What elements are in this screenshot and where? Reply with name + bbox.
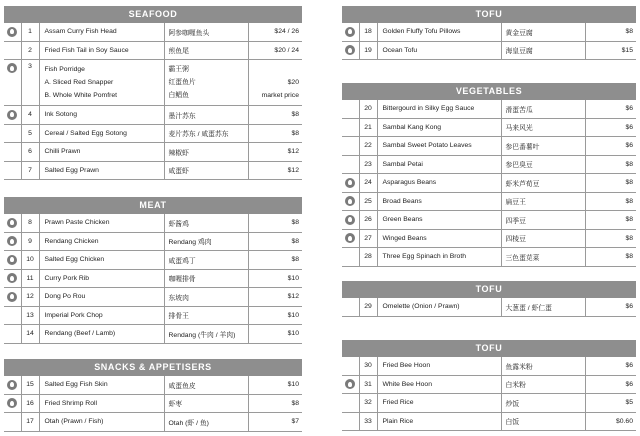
item-name-en: White Bee Hoon bbox=[377, 375, 501, 394]
item-name-cn: 海皇豆腐 bbox=[501, 41, 585, 60]
item-name-en: Omelette (Onion / Prawn) bbox=[377, 298, 501, 316]
item-price: $8 bbox=[625, 179, 633, 187]
item-name-cn: 炒饭 bbox=[501, 394, 585, 413]
item-price: $8 bbox=[625, 160, 633, 168]
item-name-cn: 白饭 bbox=[501, 412, 585, 431]
item-price: $8 bbox=[291, 129, 299, 137]
item-name-en: Fried Bee Hoon bbox=[377, 357, 501, 375]
spicy-cell bbox=[4, 269, 21, 288]
chilli-icon bbox=[345, 379, 355, 389]
spicy-cell bbox=[4, 106, 21, 125]
spicy-cell bbox=[342, 211, 359, 230]
menu-item-row bbox=[4, 60, 302, 106]
item-number: 6 bbox=[21, 143, 39, 162]
section-title: TOFU bbox=[342, 6, 636, 23]
item-name-line: B. Whole White Pomfret bbox=[44, 92, 118, 99]
item-number: 2 bbox=[21, 41, 39, 60]
item-name-cn: Otah (虾 / 鱼) bbox=[164, 413, 248, 432]
item-number: 26 bbox=[359, 211, 377, 230]
menu-item-row bbox=[4, 269, 302, 288]
item-number: 13 bbox=[21, 306, 39, 325]
item-name-en: Fried Rice bbox=[377, 394, 501, 413]
item-name-cn: 咸蛋鸡丁 bbox=[164, 251, 248, 270]
item-name-cn: 咸蛋虾 bbox=[164, 161, 248, 180]
spicy-cell bbox=[342, 100, 359, 118]
item-number: 7 bbox=[21, 161, 39, 180]
item-number: 23 bbox=[359, 155, 377, 174]
chilli-icon bbox=[7, 273, 17, 283]
item-number: 10 bbox=[21, 251, 39, 270]
spicy-cell bbox=[342, 137, 359, 156]
item-name-cn: 麦片苏东 / 咸蛋苏东 bbox=[164, 124, 248, 143]
chilli-icon bbox=[345, 178, 355, 188]
item-name-en: Three Egg Spinach in Broth bbox=[377, 248, 501, 267]
item-number: 20 bbox=[359, 100, 377, 118]
menu-item-row bbox=[4, 288, 302, 307]
menu-item-row bbox=[342, 412, 636, 431]
item-name-cn: 东坡肉 bbox=[164, 288, 248, 307]
chilli-icon bbox=[7, 218, 17, 228]
item-name-cn: 阿参咖喱鱼头 bbox=[164, 23, 248, 41]
item-name-en: Sambal Kang Kong bbox=[377, 118, 501, 137]
item-name-en: Chilli Prawn bbox=[39, 143, 164, 162]
chilli-icon bbox=[345, 45, 355, 55]
item-name-en: Salted Egg Prawn bbox=[39, 161, 164, 180]
item-number: 19 bbox=[359, 41, 377, 60]
chilli-icon bbox=[7, 380, 17, 390]
item-name-cn-line: 白鲳鱼 bbox=[168, 92, 189, 99]
item-number: 22 bbox=[359, 137, 377, 156]
spicy-cell bbox=[4, 124, 21, 143]
spicy-cell bbox=[4, 413, 21, 432]
menu-item-row bbox=[4, 325, 302, 344]
spicy-cell bbox=[4, 41, 21, 60]
item-number: 4 bbox=[21, 106, 39, 125]
item-name-en: Salted Egg Chicken bbox=[39, 251, 164, 270]
spicy-cell bbox=[4, 214, 21, 232]
item-number: 5 bbox=[21, 124, 39, 143]
item-price: $8 bbox=[625, 234, 633, 242]
item-name-cn: Rendang (牛肉 / 羊肉) bbox=[164, 325, 248, 344]
menu-item-row bbox=[4, 306, 302, 325]
menu-item-row bbox=[342, 229, 636, 248]
spicy-cell bbox=[342, 248, 359, 267]
item-number: 3 bbox=[21, 60, 39, 106]
menu-section bbox=[4, 359, 302, 432]
item-name-en: Prawn Paste Chicken bbox=[39, 214, 164, 232]
item-name-en: Rendang Chicken bbox=[39, 232, 164, 251]
item-name-cn: 排骨王 bbox=[164, 306, 248, 325]
item-name-en: Otah (Prawn / Fish) bbox=[39, 413, 164, 432]
menu-item-row bbox=[342, 298, 636, 316]
item-price-line bbox=[249, 63, 300, 76]
item-name-en: Broad Beans bbox=[377, 192, 501, 211]
item-price: $8 bbox=[291, 219, 299, 227]
chilli-icon bbox=[345, 215, 355, 225]
item-price-line: market price bbox=[261, 92, 299, 99]
item-name-en: Ocean Tofu bbox=[377, 41, 501, 60]
item-price: $12 bbox=[287, 148, 299, 156]
item-price: $0.60 bbox=[615, 417, 633, 425]
spicy-cell bbox=[4, 232, 21, 251]
spicy-cell bbox=[4, 376, 21, 394]
item-price: $6 bbox=[625, 380, 633, 388]
item-number: 24 bbox=[359, 174, 377, 193]
menu-item-row bbox=[4, 232, 302, 251]
chilli-icon bbox=[345, 196, 355, 206]
spicy-cell bbox=[4, 325, 21, 344]
menu-section bbox=[342, 281, 636, 317]
spicy-cell bbox=[342, 394, 359, 413]
item-number: 14 bbox=[21, 325, 39, 344]
item-name-cn-line: 红蛋鱼片 bbox=[168, 79, 196, 86]
item-name-cn: 滑蛋苦瓜 bbox=[501, 100, 585, 118]
chilli-icon bbox=[7, 27, 17, 37]
item-price: $6 bbox=[625, 362, 633, 370]
spicy-cell bbox=[342, 155, 359, 174]
item-name-cn: Rendang 鸡肉 bbox=[164, 232, 248, 251]
item-name-cn: 咸蛋鱼皮 bbox=[164, 376, 248, 394]
section-title: TOFU bbox=[342, 281, 636, 298]
item-name-en: Imperial Pork Chop bbox=[39, 306, 164, 325]
item-price-line: $20 bbox=[287, 79, 299, 86]
item-name-en: Fried Fish Tail in Soy Sauce bbox=[39, 41, 164, 60]
item-name-cn: 虾枣 bbox=[164, 394, 248, 413]
item-price: $8 bbox=[291, 237, 299, 245]
item-price: $10 bbox=[287, 311, 299, 319]
item-name-cn: 煎鱼尾 bbox=[164, 41, 248, 60]
item-number: 31 bbox=[359, 375, 377, 394]
item-name-en: Plain Rice bbox=[377, 412, 501, 431]
item-number: 17 bbox=[21, 413, 39, 432]
item-name-cn: 虾酱鸡 bbox=[164, 214, 248, 232]
menu-item-row bbox=[342, 137, 636, 156]
spicy-cell bbox=[4, 251, 21, 270]
spicy-cell bbox=[342, 41, 359, 60]
item-name-cn: 黄金豆腐 bbox=[501, 23, 585, 41]
spicy-cell bbox=[4, 288, 21, 307]
menu-section bbox=[342, 6, 636, 60]
item-number: 11 bbox=[21, 269, 39, 288]
menu-item-row bbox=[342, 394, 636, 413]
item-name-en: Sambal Sweet Potato Leaves bbox=[377, 137, 501, 156]
item-name-en: Bittergourd in Silky Egg Sauce bbox=[377, 100, 501, 118]
section-title: SEAFOOD bbox=[4, 6, 302, 23]
item-name-en: Sambal Petai bbox=[377, 155, 501, 174]
spicy-cell bbox=[4, 143, 21, 162]
menu-item-row bbox=[342, 23, 636, 41]
item-price: $12 bbox=[287, 293, 299, 301]
menu-section bbox=[342, 340, 636, 431]
spicy-cell bbox=[342, 174, 359, 193]
menu-item-row bbox=[4, 143, 302, 162]
chilli-icon bbox=[7, 398, 17, 408]
menu-item-row bbox=[4, 161, 302, 180]
menu-item-row bbox=[342, 192, 636, 211]
item-price: $6 bbox=[625, 303, 633, 311]
item-price: $8 bbox=[625, 197, 633, 205]
spicy-cell bbox=[342, 118, 359, 137]
item-number: 28 bbox=[359, 248, 377, 267]
item-name-en: Assam Curry Fish Head bbox=[39, 23, 164, 41]
item-number: 15 bbox=[21, 376, 39, 394]
spicy-cell bbox=[4, 394, 21, 413]
menu-item-row bbox=[342, 375, 636, 394]
item-number: 29 bbox=[359, 298, 377, 316]
item-price: $7 bbox=[291, 418, 299, 426]
section-title: SNACKS & APPETISERS bbox=[4, 359, 302, 376]
item-price: $6 bbox=[625, 105, 633, 113]
item-name-cn: 参巴臭豆 bbox=[501, 155, 585, 174]
menu-item-row bbox=[4, 413, 302, 432]
item-number: 32 bbox=[359, 394, 377, 413]
item-price: $8 bbox=[291, 111, 299, 119]
item-name-cn: 白米粉 bbox=[501, 375, 585, 394]
item-name-cn: 四季豆 bbox=[501, 211, 585, 230]
item-name-en: Asparagus Beans bbox=[377, 174, 501, 193]
item-name-cn: 咖喱排骨 bbox=[164, 269, 248, 288]
item-name-cn: 辣椒虾 bbox=[164, 143, 248, 162]
spicy-cell bbox=[342, 412, 359, 431]
item-name-line: A. Sliced Red Snapper bbox=[44, 79, 114, 86]
menu-item-row bbox=[4, 376, 302, 394]
item-name-cn-line: 霸王粥 bbox=[168, 66, 189, 73]
item-number: 18 bbox=[359, 23, 377, 41]
item-price: $10 bbox=[287, 330, 299, 338]
spicy-cell bbox=[342, 298, 359, 316]
item-number: 30 bbox=[359, 357, 377, 375]
item-price: $10 bbox=[287, 274, 299, 282]
menu-item-row bbox=[4, 124, 302, 143]
spicy-cell bbox=[342, 375, 359, 394]
item-price: $8 bbox=[291, 399, 299, 407]
item-number: 8 bbox=[21, 214, 39, 232]
item-price: $5 bbox=[625, 399, 633, 407]
item-name-cn: 三色蛋苋菜 bbox=[501, 248, 585, 267]
item-price bbox=[248, 60, 302, 106]
item-name-en: Ink Sotong bbox=[39, 106, 164, 125]
item-name-cn: 大葱蛋 / 虾仁蛋 bbox=[501, 298, 585, 316]
menu-item-row bbox=[342, 357, 636, 375]
menu-item-row bbox=[342, 41, 636, 60]
chilli-icon bbox=[7, 255, 17, 265]
menu-item-row bbox=[4, 394, 302, 413]
item-number: 1 bbox=[21, 23, 39, 41]
item-price: $8 bbox=[625, 253, 633, 261]
menu-section bbox=[342, 83, 636, 267]
menu-item-row bbox=[4, 23, 302, 41]
item-name-en: Dong Po Rou bbox=[39, 288, 164, 307]
item-price: $8 bbox=[625, 28, 633, 36]
chilli-icon bbox=[345, 233, 355, 243]
item-name-cn: 墨汁苏东 bbox=[164, 106, 248, 125]
item-price: $15 bbox=[621, 46, 633, 54]
section-title: VEGETABLES bbox=[342, 83, 636, 100]
menu-item-row bbox=[342, 155, 636, 174]
menu-item-row bbox=[342, 100, 636, 118]
item-name-en: Cereal / Salted Egg Sotong bbox=[39, 124, 164, 143]
item-name-cn bbox=[164, 60, 248, 106]
item-name-en: Curry Pork Rib bbox=[39, 269, 164, 288]
spicy-cell bbox=[4, 23, 21, 41]
item-name-cn: 四棱豆 bbox=[501, 229, 585, 248]
spicy-cell bbox=[4, 161, 21, 180]
chilli-icon bbox=[345, 27, 355, 37]
item-name-en: Winged Beans bbox=[377, 229, 501, 248]
chilli-icon bbox=[7, 236, 17, 246]
item-name-en: Rendang (Beef / Lamb) bbox=[39, 325, 164, 344]
item-number: 27 bbox=[359, 229, 377, 248]
item-name-en: Green Beans bbox=[377, 211, 501, 230]
section-title: TOFU bbox=[342, 340, 636, 357]
item-number: 9 bbox=[21, 232, 39, 251]
item-name-cn: 鱼露米粉 bbox=[501, 357, 585, 375]
item-price: $10 bbox=[287, 381, 299, 389]
menu-section bbox=[4, 6, 302, 180]
spicy-cell bbox=[342, 229, 359, 248]
item-name-cn: 虾米芦荀豆 bbox=[501, 174, 585, 193]
item-number: 21 bbox=[359, 118, 377, 137]
item-name-cn: 扁豆王 bbox=[501, 192, 585, 211]
menu-item-row bbox=[4, 214, 302, 232]
menu-item-row bbox=[342, 248, 636, 267]
item-price: $6 bbox=[625, 123, 633, 131]
item-number: 16 bbox=[21, 394, 39, 413]
item-name-en: Golden Fluffy Tofu Pillows bbox=[377, 23, 501, 41]
item-price: $8 bbox=[291, 256, 299, 264]
item-price: $24 / 26 bbox=[274, 28, 299, 36]
chilli-icon bbox=[7, 63, 17, 73]
spicy-cell bbox=[4, 306, 21, 325]
item-name-en: Fried Shrimp Roll bbox=[39, 394, 164, 413]
menu-item-row bbox=[342, 211, 636, 230]
menu-item-row bbox=[342, 174, 636, 193]
spicy-cell bbox=[4, 60, 21, 106]
item-price: $8 bbox=[625, 216, 633, 224]
chilli-icon bbox=[7, 110, 17, 120]
item-price: $6 bbox=[625, 142, 633, 150]
chilli-icon bbox=[7, 292, 17, 302]
item-name-en: Salted Egg Fish Skin bbox=[39, 376, 164, 394]
menu-item-row bbox=[342, 118, 636, 137]
item-name-cn: 马来风光 bbox=[501, 118, 585, 137]
item-number: 12 bbox=[21, 288, 39, 307]
menu-item-row bbox=[4, 41, 302, 60]
menu-section bbox=[4, 197, 302, 344]
item-price: $12 bbox=[287, 166, 299, 174]
item-number: 25 bbox=[359, 192, 377, 211]
item-price: $20 / 24 bbox=[274, 46, 299, 54]
menu-item-row bbox=[4, 251, 302, 270]
item-name-cn: 参巴番薯叶 bbox=[501, 137, 585, 156]
spicy-cell bbox=[342, 23, 359, 41]
item-number: 33 bbox=[359, 412, 377, 431]
spicy-cell bbox=[342, 357, 359, 375]
item-name-line: Fish Porridge bbox=[44, 66, 85, 73]
spicy-cell bbox=[342, 192, 359, 211]
item-name-en bbox=[39, 60, 164, 106]
menu-item-row bbox=[4, 106, 302, 125]
section-title: MEAT bbox=[4, 197, 302, 214]
